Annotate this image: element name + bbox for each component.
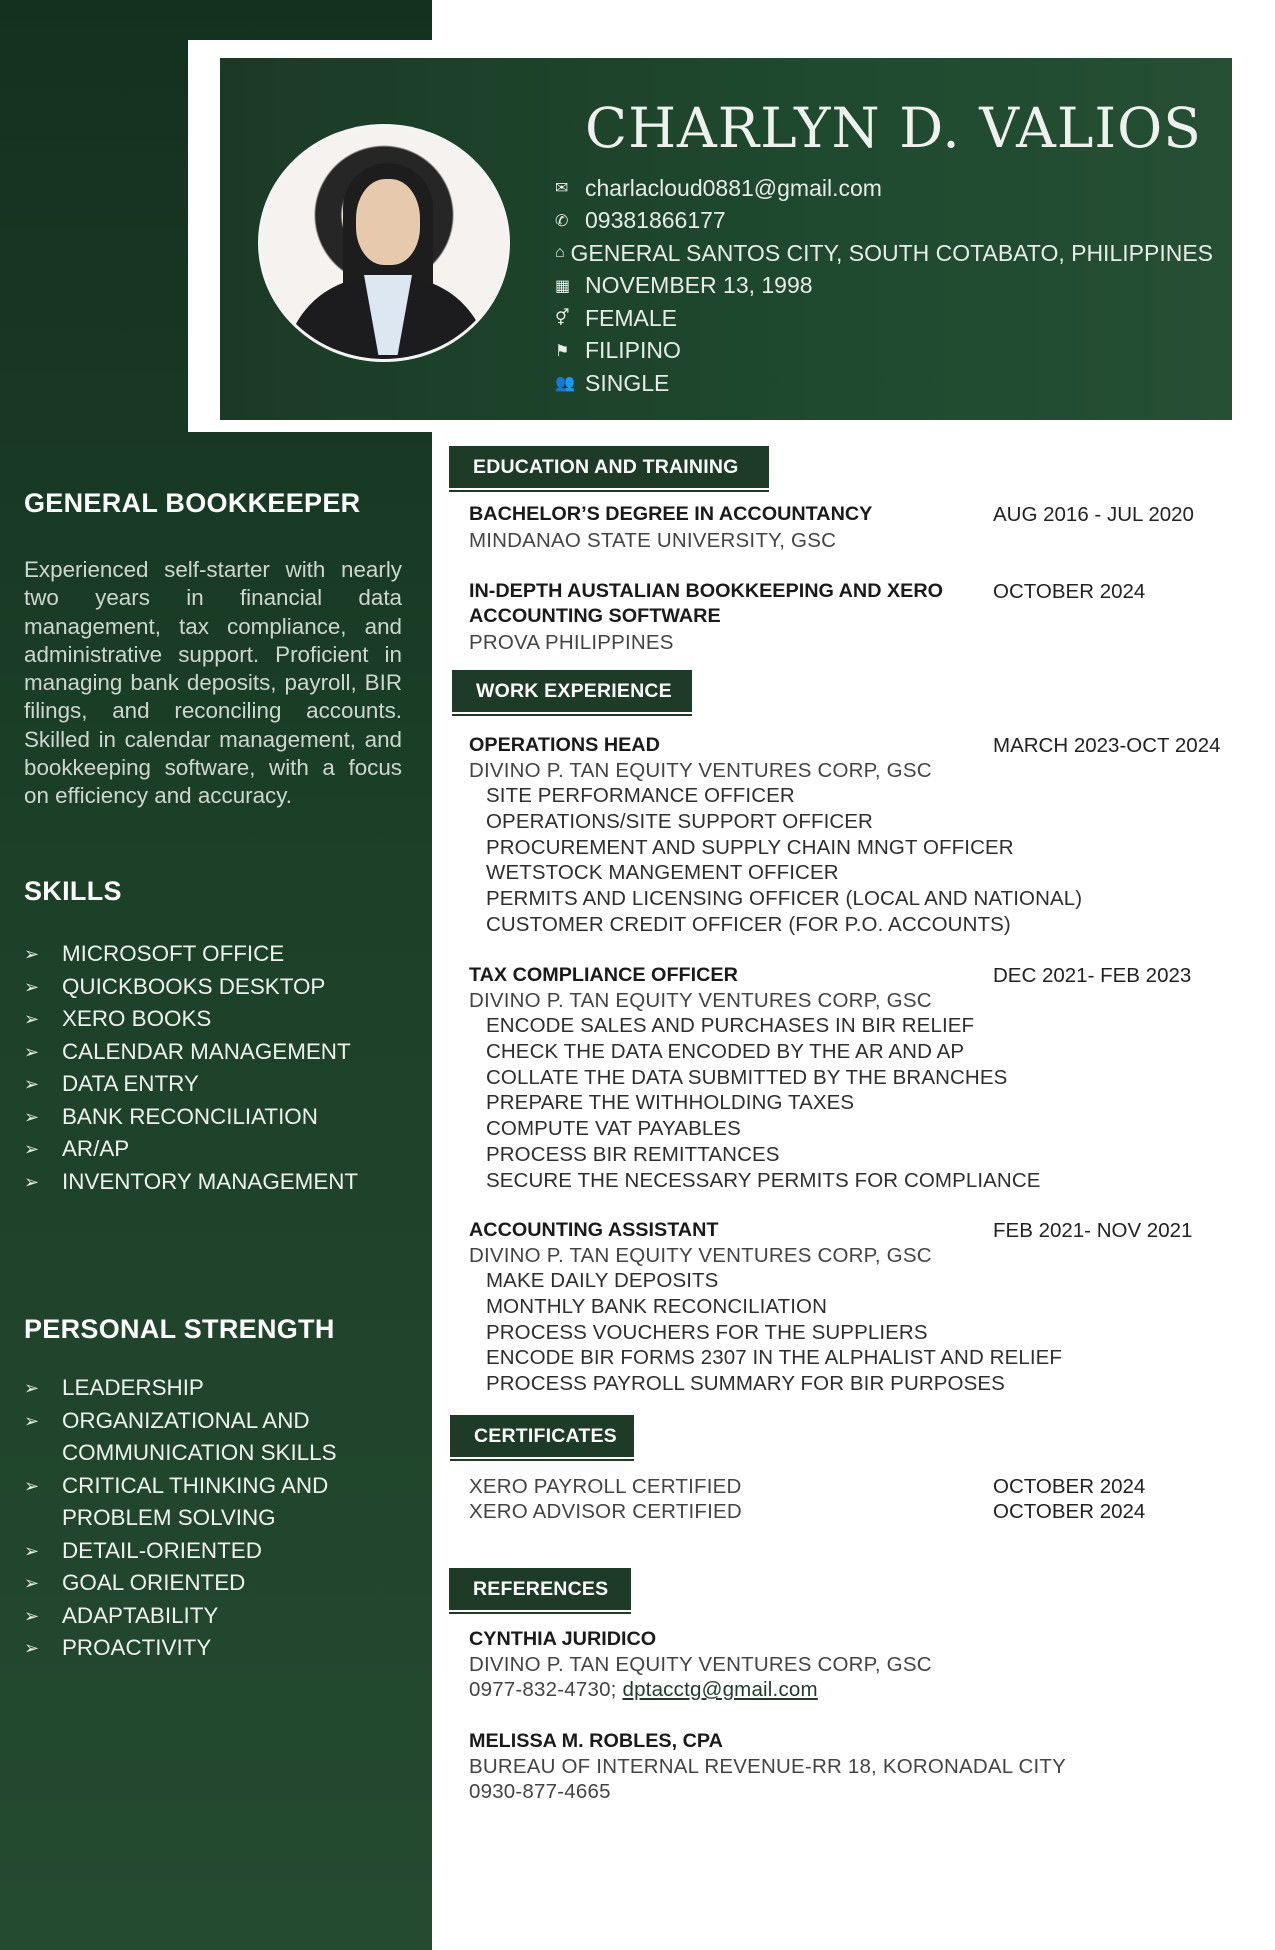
arrow-bullet-icon: ➢ [24, 1378, 40, 1398]
arrow-bullet-icon: ➢ [24, 1074, 40, 1094]
edu-2-title-line1: IN-DEPTH AUSTALIAN BOOKKEEPING AND XERO [469, 580, 944, 602]
job-2-duties [486, 1013, 1041, 1194]
list-item: ➢ LEADERSHIP [24, 1372, 384, 1405]
arrow-bullet-icon: ➢ [24, 1540, 40, 1561]
list-item: ENCODE SALES AND PURCHASES IN BIR RELIEF [486, 1014, 975, 1037]
list-item: ➢ CALENDAR MANAGEMENT [24, 1036, 404, 1069]
list-item: PROCESS PAYROLL SUMMARY FOR BIR PURPOSES [486, 1372, 1005, 1396]
skills-heading: SKILLS [24, 876, 122, 906]
contact-gender [553, 302, 1213, 335]
arrow-bullet-icon: ➢ [24, 1605, 40, 1626]
edu-2-school: PROVA PHILIPPINES [469, 631, 674, 654]
list-item: ➢ DATA ENTRY [24, 1068, 404, 1101]
edu-2-title-line2: ACCOUNTING SOFTWARE [469, 605, 721, 627]
contact-list [553, 172, 1213, 400]
references-heading: REFERENCES [449, 1568, 631, 1610]
candidate-name: CHARLYN D. VALIOS [585, 96, 1202, 160]
job-3-company: DIVINO P. TAN EQUITY VENTURES CORP, GSC [469, 1244, 932, 1267]
contact-birthdate-text: NOVEMBER 13, 1998 [585, 272, 813, 299]
contact-email [553, 172, 1213, 205]
list-item: ➢ DETAIL-ORIENTED [24, 1535, 384, 1568]
list-item: ➢ GOAL ORIENTED [24, 1567, 384, 1600]
list-item: ➢ ADAPTABILITY [24, 1600, 384, 1633]
arrow-bullet-icon: ➢ [24, 1139, 40, 1159]
list-item: ➢ BANK RECONCILIATION [24, 1101, 404, 1134]
job-2-title: TAX COMPLIANCE OFFICER [469, 964, 738, 986]
job-1-company: DIVINO P. TAN EQUITY VENTURES CORP, GSC [469, 759, 932, 782]
list-item: WETSTOCK MANGEMENT OFFICER [486, 861, 839, 885]
flag-icon: ⚑ [555, 342, 570, 360]
arrow-bullet-icon: ➢ [24, 1171, 40, 1192]
list-item: ➢ INVENTORY MANAGEMENT [24, 1166, 404, 1199]
skills-list [24, 938, 404, 1198]
role-title: GENERAL BOOKKEEPER [24, 488, 361, 518]
contact-phone [553, 205, 1213, 238]
cert-2-date: OCTOBER 2024 [993, 1500, 1146, 1523]
gender-icon: ⚥ [555, 310, 570, 328]
contact-civil-status-text: SINGLE [585, 369, 670, 396]
arrow-bullet-icon: ➢ [24, 1410, 40, 1431]
list-item: CUSTOMER CREDIT OFFICER (FOR P.O. ACCOUNTS) [486, 912, 1011, 936]
arrow-bullet-icon: ➢ [24, 944, 40, 964]
arrow-bullet-icon: ➢ [24, 1009, 40, 1029]
list-item: PROCESS VOUCHERS FOR THE SUPPLIERS [486, 1320, 928, 1344]
job-1-title: OPERATIONS HEAD [469, 734, 660, 756]
job-3-duties [486, 1268, 1062, 1397]
work-heading: WORK EXPERIENCE [452, 670, 692, 712]
list-item: ➢ AR/AP [24, 1133, 404, 1166]
ref-1-contact [469, 1678, 818, 1702]
edu-1-date: AUG 2016 - JUL 2020 [993, 503, 1194, 526]
phone-icon: ✆ [555, 212, 569, 230]
list-item: ➢ QUICKBOOKS DESKTOP [24, 971, 404, 1004]
calendar-icon: ▦ [555, 277, 571, 295]
list-item: MAKE DAILY DEPOSITS [486, 1269, 719, 1292]
cert-1-name: XERO PAYROLL CERTIFIED [469, 1475, 742, 1498]
cert-2-name: XERO ADVISOR CERTIFIED [469, 1500, 742, 1523]
ref-1-org: DIVINO P. TAN EQUITY VENTURES CORP, GSC [469, 1653, 932, 1676]
edu-1-title: BACHELOR’S DEGREE IN ACCOUNTANCY [469, 503, 873, 525]
edu-2-date: OCTOBER 2024 [993, 580, 1146, 603]
contact-address-text: GENERAL SANTOS CITY, SOUTH COTABATO, PHILIPPINES [570, 239, 1213, 266]
arrow-bullet-icon: ➢ [24, 1106, 40, 1127]
contact-civil-status [553, 367, 1213, 400]
edu-1-school: MINDANAO STATE UNIVERSITY, GSC [469, 529, 837, 552]
list-item: CHECK THE DATA ENCODED BY THE AR AND AP [486, 1039, 965, 1063]
job-2-company: DIVINO P. TAN EQUITY VENTURES CORP, GSC [469, 989, 932, 1012]
list-item: ENCODE BIR FORMS 2307 IN THE ALPHALIST AND RELIEF [486, 1346, 1063, 1370]
arrow-bullet-icon: ➢ [24, 1041, 40, 1062]
contact-nationality [553, 335, 1213, 368]
list-item: PREPARE THE WITHHOLDING TAXES [486, 1091, 855, 1115]
list-item: ➢ CRITICAL THINKING AND PROBLEM SOLVING [24, 1470, 384, 1535]
arrow-bullet-icon: ➢ [24, 1475, 40, 1496]
contact-gender-text: FEMALE [585, 304, 678, 331]
contact-phone-text: 09381866177 [585, 207, 726, 234]
list-item: COMPUTE VAT PAYABLES [486, 1117, 741, 1141]
photo-face [356, 179, 420, 265]
list-item: PERMITS AND LICENSING OFFICER (LOCAL AND NATIONAL) [486, 887, 1083, 911]
strength-heading: PERSONAL STRENGTH [24, 1314, 335, 1344]
job-2-date: DEC 2021- FEB 2023 [993, 964, 1192, 987]
strengths-list [24, 1372, 384, 1665]
list-item: PROCUREMENT AND SUPPLY CHAIN MNGT OFFICER [486, 835, 1014, 859]
contact-nationality-text: FILIPINO [585, 337, 681, 364]
contact-address [553, 237, 1213, 270]
profile-summary: Experienced self-starter with nearly two years in financial data management, tax compliance, and administrative support. Proficient in managing bank deposits, payroll, BIR filings, and reconciling accounts. Skilled in calendar management, and bookkeeping software, with a focus on efficiency and accuracy. [24, 557, 402, 809]
list-item: SECURE THE NECESSARY PERMITS FOR COMPLIANCE [486, 1168, 1041, 1192]
ref-2-phone: 0930-877-4665 [469, 1780, 611, 1803]
home-icon: ⌂ [555, 244, 565, 262]
contact-email-text[interactable]: charlacloud0881@gmail.com [585, 174, 882, 201]
job-1-date: MARCH 2023-OCT 2024 [993, 734, 1221, 757]
job-1-duties [486, 783, 1082, 938]
list-item: ➢ ORGANIZATIONAL AND COMMUNICATION SKILLS [24, 1405, 384, 1470]
list-item: OPERATIONS/SITE SUPPORT OFFICER [486, 809, 873, 833]
ref-2-org: BUREAU OF INTERNAL REVENUE-RR 18, KORONADAL CITY [469, 1755, 1066, 1778]
ref-2-name: MELISSA M. ROBLES, CPA [469, 1730, 723, 1752]
education-heading: EDUCATION AND TRAINING [449, 446, 769, 488]
certificates-heading: CERTIFICATES [450, 1415, 634, 1457]
envelope-icon: ✉ [555, 180, 569, 198]
list-item: SITE PERFORMANCE OFFICER [486, 784, 795, 807]
arrow-bullet-icon: ➢ [24, 1638, 40, 1658]
list-item: COLLATE THE DATA SUBMITTED BY THE BRANCHES [486, 1065, 1008, 1089]
ref-1-email-link[interactable]: dptacctg@gmail.com [622, 1678, 818, 1701]
cert-1-date: OCTOBER 2024 [993, 1475, 1146, 1498]
arrow-bullet-icon: ➢ [24, 1573, 40, 1593]
job-3-title: ACCOUNTING ASSISTANT [469, 1219, 719, 1241]
people-icon: 👥 [555, 375, 575, 393]
ref-1-name: CYNTHIA JURIDICO [469, 1628, 657, 1650]
profile-photo [258, 124, 510, 362]
list-item: MONTHLY BANK RECONCILIATION [486, 1294, 827, 1318]
ref-1-phone: 0977-832-4730; [469, 1678, 623, 1701]
list-item: ➢ PROACTIVITY [24, 1632, 384, 1665]
list-item: ➢ MICROSOFT OFFICE [24, 938, 404, 971]
contact-birthdate [553, 270, 1213, 303]
job-3-date: FEB 2021- NOV 2021 [993, 1219, 1193, 1242]
list-item: ➢ XERO BOOKS [24, 1003, 404, 1036]
list-item: PROCESS BIR REMITTANCES [486, 1142, 780, 1166]
arrow-bullet-icon: ➢ [24, 976, 40, 997]
